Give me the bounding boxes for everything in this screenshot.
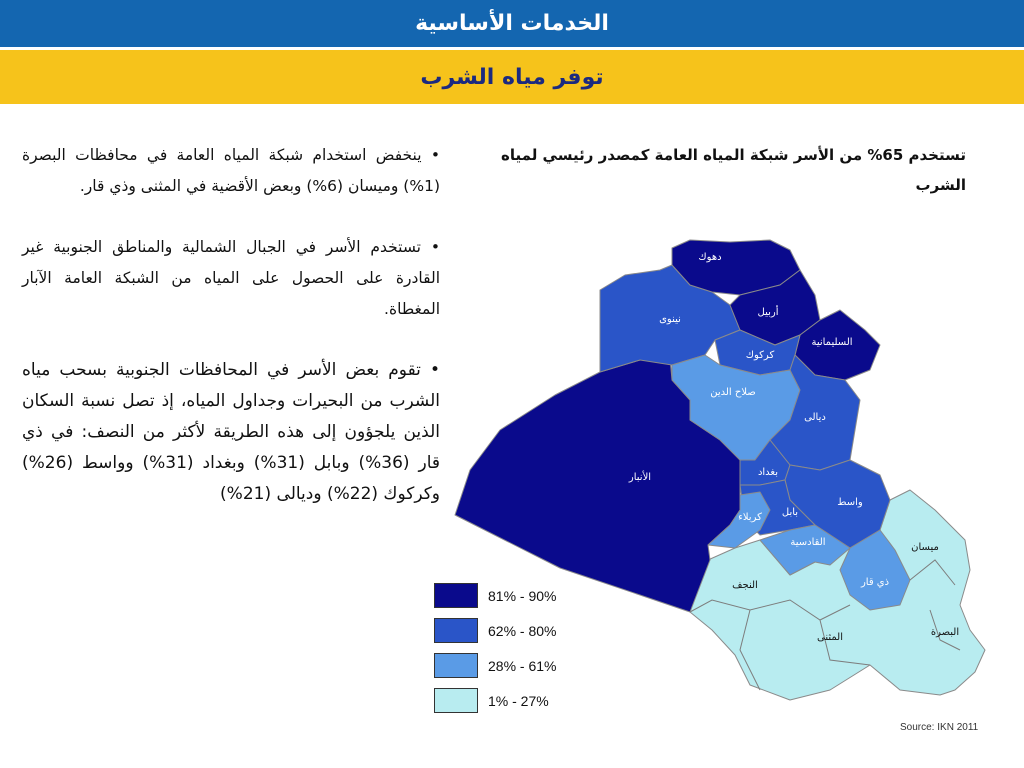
- label-baghdad: بغداد: [757, 467, 779, 478]
- bullet-item: • تقوم بعض الأسر في المحافظات الجنوبية بسحب مياه الشرب من البحيرات وجداول المياه، إذ تصل نسبة السكان الذين يلجؤون إلى هذه الطريقة لأكثر من النصف: في ذي قار (36%) وبابل (31%) وبغداد (31%) وواسط (26%) وكركوك (22%) وديالى (21%): [22, 360, 441, 504]
- label-karbala: كربلاء: [738, 512, 762, 523]
- label-anbar: الأنبار: [628, 472, 652, 483]
- label-sulaymaniyah: السليمانية: [811, 337, 853, 348]
- label-maysan: ميسان: [911, 542, 939, 553]
- label-najaf: النجف: [732, 580, 758, 591]
- label-kirkuk: كركوك: [745, 350, 775, 361]
- legend-item: [434, 648, 556, 683]
- legend-item: [434, 578, 556, 613]
- bullet-item: • تستخدم الأسر في الجبال الشمالية والمناطق الجنوبية غير القادرة على الحصول على المياه من الشبكة العامة الآبار المغطاة.: [22, 238, 440, 318]
- bullet-list: [22, 140, 440, 540]
- map-legend: [434, 578, 556, 718]
- label-wasit: واسط: [837, 497, 863, 508]
- subtitle-bar: [0, 50, 1024, 104]
- label-dohuk: دهوك: [698, 252, 722, 263]
- label-dhiqar: ذي قار: [860, 577, 890, 588]
- legend-swatch: [434, 618, 478, 643]
- label-basrah: البصرة: [930, 627, 960, 638]
- label-babil: بابل: [781, 507, 799, 518]
- map-caption: تستخدم 65% من الأسر شبكة المياه العامة كمصدر رئيسي لمياه الشرب: [501, 146, 966, 194]
- legend-swatch: [434, 583, 478, 608]
- legend-item: [434, 683, 556, 718]
- legend-swatch: [434, 688, 478, 713]
- label-muthanna: المثنى: [817, 632, 843, 643]
- label-erbil: أربيل: [757, 307, 779, 318]
- legend-swatch: [434, 653, 478, 678]
- page-title: الخدمات الأساسية: [415, 11, 609, 36]
- label-diyala: ديالى: [804, 412, 826, 423]
- legend-label: 62% - 80%: [488, 622, 557, 639]
- title-bar: [0, 0, 1024, 47]
- legend-label: 81% - 90%: [488, 587, 557, 604]
- source-note: Source: IKN 2011: [900, 722, 979, 733]
- page-subtitle: توفر مياه الشرب: [420, 64, 604, 90]
- legend-label: 1% - 27%: [488, 692, 549, 709]
- bullet-item: • ينخفض استخدام شبكة المياه العامة في محافظات البصرة (1%) وميسان (6%) وبعض الأقضية في المثنى وذي قار.: [22, 146, 440, 195]
- legend-label: 28% - 61%: [488, 657, 557, 674]
- label-qadisiyah: القادسية: [790, 537, 826, 548]
- label-salahaddin: صلاح الدين: [710, 387, 756, 398]
- label-nineveh: نينوى: [659, 314, 681, 325]
- legend-item: [434, 613, 556, 648]
